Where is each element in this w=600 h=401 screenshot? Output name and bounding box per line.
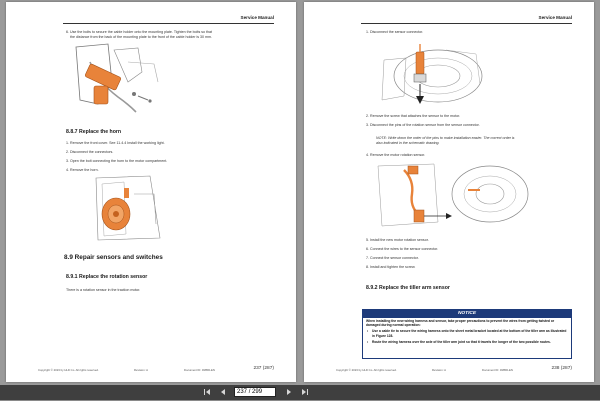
sensor-step-3: 3. Disconnect the pins of the rotation sensor from the sensor connector. xyxy=(366,123,480,127)
heading-8-9: 8.9 Repair sensors and switches xyxy=(64,254,163,261)
heading-8-8-7: 8.8.7 Replace the horn xyxy=(66,129,122,135)
header-rule xyxy=(361,23,572,24)
header-rule xyxy=(63,23,274,24)
last-page-icon[interactable] xyxy=(300,387,310,397)
header-title: Service Manual xyxy=(240,15,274,20)
heading-8-9-2: 8.9.2 Replace the tiller arm sensor xyxy=(366,285,450,291)
navigation-toolbar xyxy=(0,385,600,400)
footer-document-id: Document ID: 4985D-EN xyxy=(482,368,513,372)
footer-copyright: Copyright © 2023 by HLD Co. All rights reserved. xyxy=(38,368,99,372)
footer-revision: Revision: A xyxy=(432,368,446,372)
total-pages: 299 xyxy=(252,389,263,395)
next-page-icon[interactable] xyxy=(284,387,294,397)
note-line-2: also indicated in the schematic drawing. xyxy=(376,141,440,145)
notice-bullet-2: • Route the wiring harness over the axle of the tiller arm joint so that it travels the longer of the two possible routes. xyxy=(366,340,568,344)
notice-bullet-1: • Use a cable tie to secure the wiring harness onto the sheet metal bracket located at the bottom of the tiller arm as illustrated in Figure 128. xyxy=(366,329,568,338)
horn-step-1: 1. Remove the front cover. See 11.4.4 Install the working light. xyxy=(66,141,165,145)
sensor-step-8: 8. Install and tighten the screw. xyxy=(366,265,416,269)
motor-rotation-sensor-figure xyxy=(374,160,534,232)
previous-page-icon[interactable] xyxy=(218,387,228,397)
sensor-step-4: 4. Remove the motor rotation sensor. xyxy=(366,153,426,157)
cable-holder-figure xyxy=(68,42,168,120)
page-separator: / xyxy=(248,389,251,395)
horn-step-3: 3. Open the bolt connecting the horn to the motor compartment. xyxy=(66,159,168,163)
page-237 xyxy=(6,2,296,382)
sensor-connector-figure xyxy=(376,40,486,110)
header-title: Service Manual xyxy=(538,15,572,20)
notice-box xyxy=(362,309,572,359)
horn-figure xyxy=(94,174,164,242)
step-6-text: 6. Use the bolts to secure the cable holder onto the mounting plate. Tighten the bolts so that xyxy=(66,30,213,34)
sensor-step-2: 2. Remove the screw that attaches the sensor to the motor. xyxy=(366,114,461,118)
horn-step-2: 2. Disconnect the connectors. xyxy=(66,150,114,154)
notice-intro: When installing the new wiring harness and sensor, take proper precautions to prevent the wires from getting twisted or damaged during normal operation: xyxy=(366,319,555,328)
sensor-step-5: 5. Install the new motor rotation sensor. xyxy=(366,238,429,242)
first-page-icon[interactable] xyxy=(202,387,212,397)
step-6-text-cont: the distance from the back of the mounting plate to the front of the cable holder is 30 mm. xyxy=(70,35,213,39)
rotation-sensor-intro: There is a rotation sensor in the traction motor. xyxy=(66,288,141,292)
sensor-step-6: 6. Connect the wires to the sensor connector. xyxy=(366,247,439,251)
current-page: 237 xyxy=(237,389,248,395)
page-number: 238 (287) xyxy=(551,366,572,371)
footer-copyright: Copyright © 2023 by HLD Co. All rights reserved. xyxy=(336,368,397,372)
sensor-step-7: 7. Connect the sensor connector. xyxy=(366,256,419,260)
horn-step-4: 4. Remove the horn. xyxy=(66,168,99,172)
note-line-1: NOTE: Write down the order of the pins to make installation easier. The correct order is xyxy=(376,136,515,140)
notice-title: NOTICE xyxy=(363,310,571,318)
page-number-input[interactable] xyxy=(234,387,276,397)
page-number: 237 (287) xyxy=(253,366,274,371)
footer-document-id: Document ID: 4985D-EN xyxy=(184,368,215,372)
footer-revision: Revision: A xyxy=(134,368,148,372)
page-238 xyxy=(304,2,594,382)
sensor-step-1: 1. Disconnect the sensor connector. xyxy=(366,30,424,34)
heading-8-9-1: 8.9.1 Replace the rotation sensor xyxy=(66,274,148,280)
